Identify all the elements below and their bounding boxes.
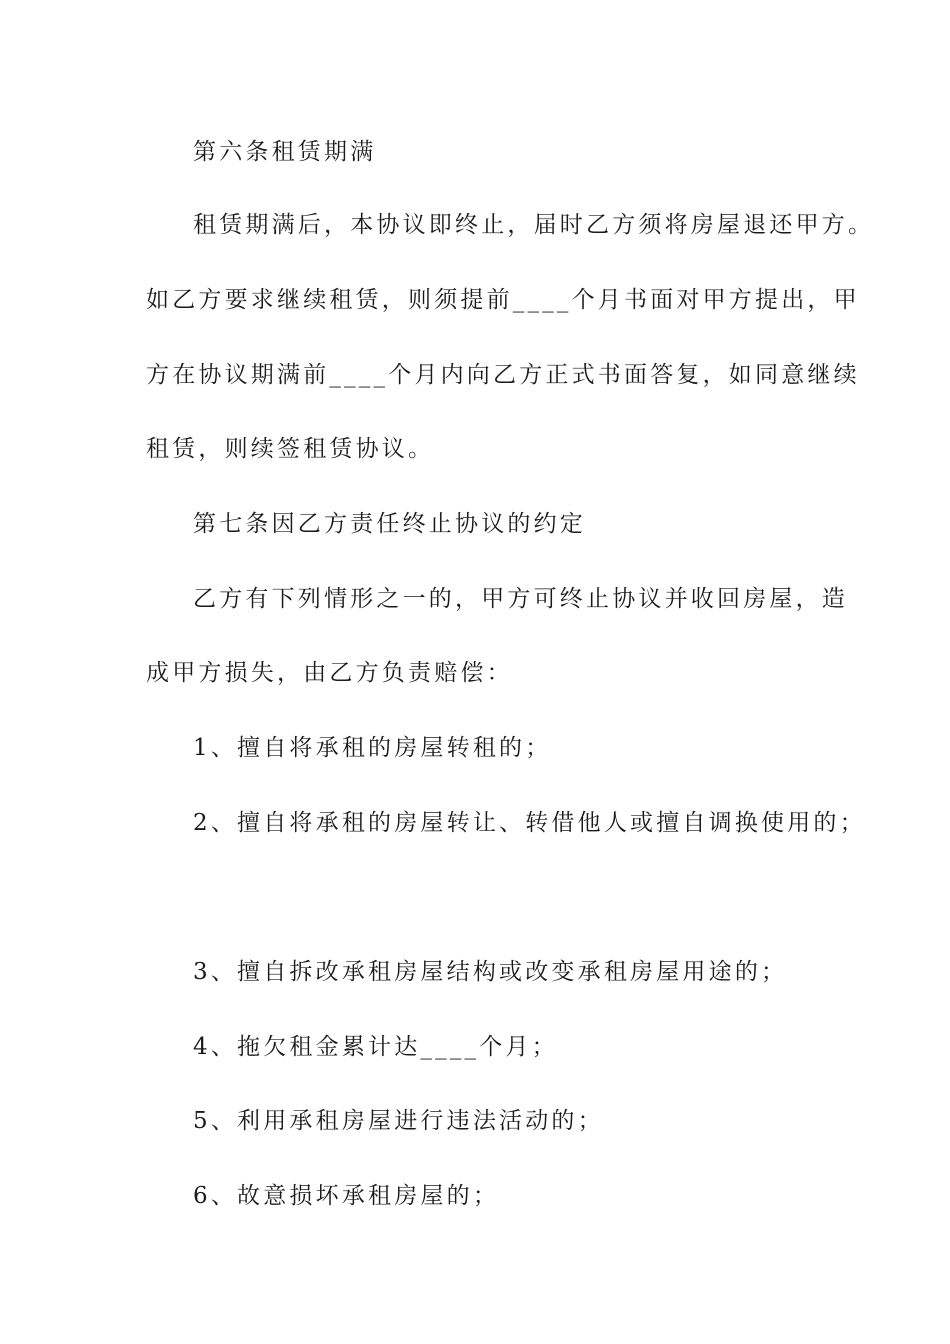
article-7-paragraph-line-1: 乙方有下列情形之一的，甲方可终止协议并收回房屋，造 <box>193 586 848 612</box>
list-item-1: 1、擅自将承租的房屋转租的； <box>193 735 552 761</box>
list-item-4: 4、拖欠租金累计达____个月； <box>193 1034 558 1060</box>
list-item-3: 3、擅自拆改承租房屋结构或改变承租房屋用途的； <box>193 959 788 985</box>
article-7-heading: 第七条因乙方责任终止协议的约定 <box>193 511 586 537</box>
list-item-6: 6、故意损坏承租房屋的； <box>193 1183 500 1209</box>
list-item-2: 2、擅自将承租的房屋转让、转借他人或擅自调换使用的； <box>193 810 866 836</box>
article-6-heading: 第六条租赁期满 <box>193 139 377 165</box>
article-6-paragraph-line-4: 租赁，则续签租赁协议。 <box>146 436 435 462</box>
article-7-paragraph-line-2: 成甲方损失，由乙方负责赔偿： <box>146 660 513 686</box>
article-6-paragraph-line-3: 方在协议期满前____个月内向乙方正式书面答复，如同意继续 <box>146 362 860 388</box>
list-item-5: 5、利用承租房屋进行违法活动的； <box>193 1108 604 1134</box>
article-6-paragraph-line-2: 如乙方要求继续租赁，则须提前____个月书面对甲方提出，甲 <box>146 287 860 313</box>
article-6-paragraph-line-1: 租赁期满后，本协议即终止，届时乙方须将房屋退还甲方。 <box>193 212 875 238</box>
